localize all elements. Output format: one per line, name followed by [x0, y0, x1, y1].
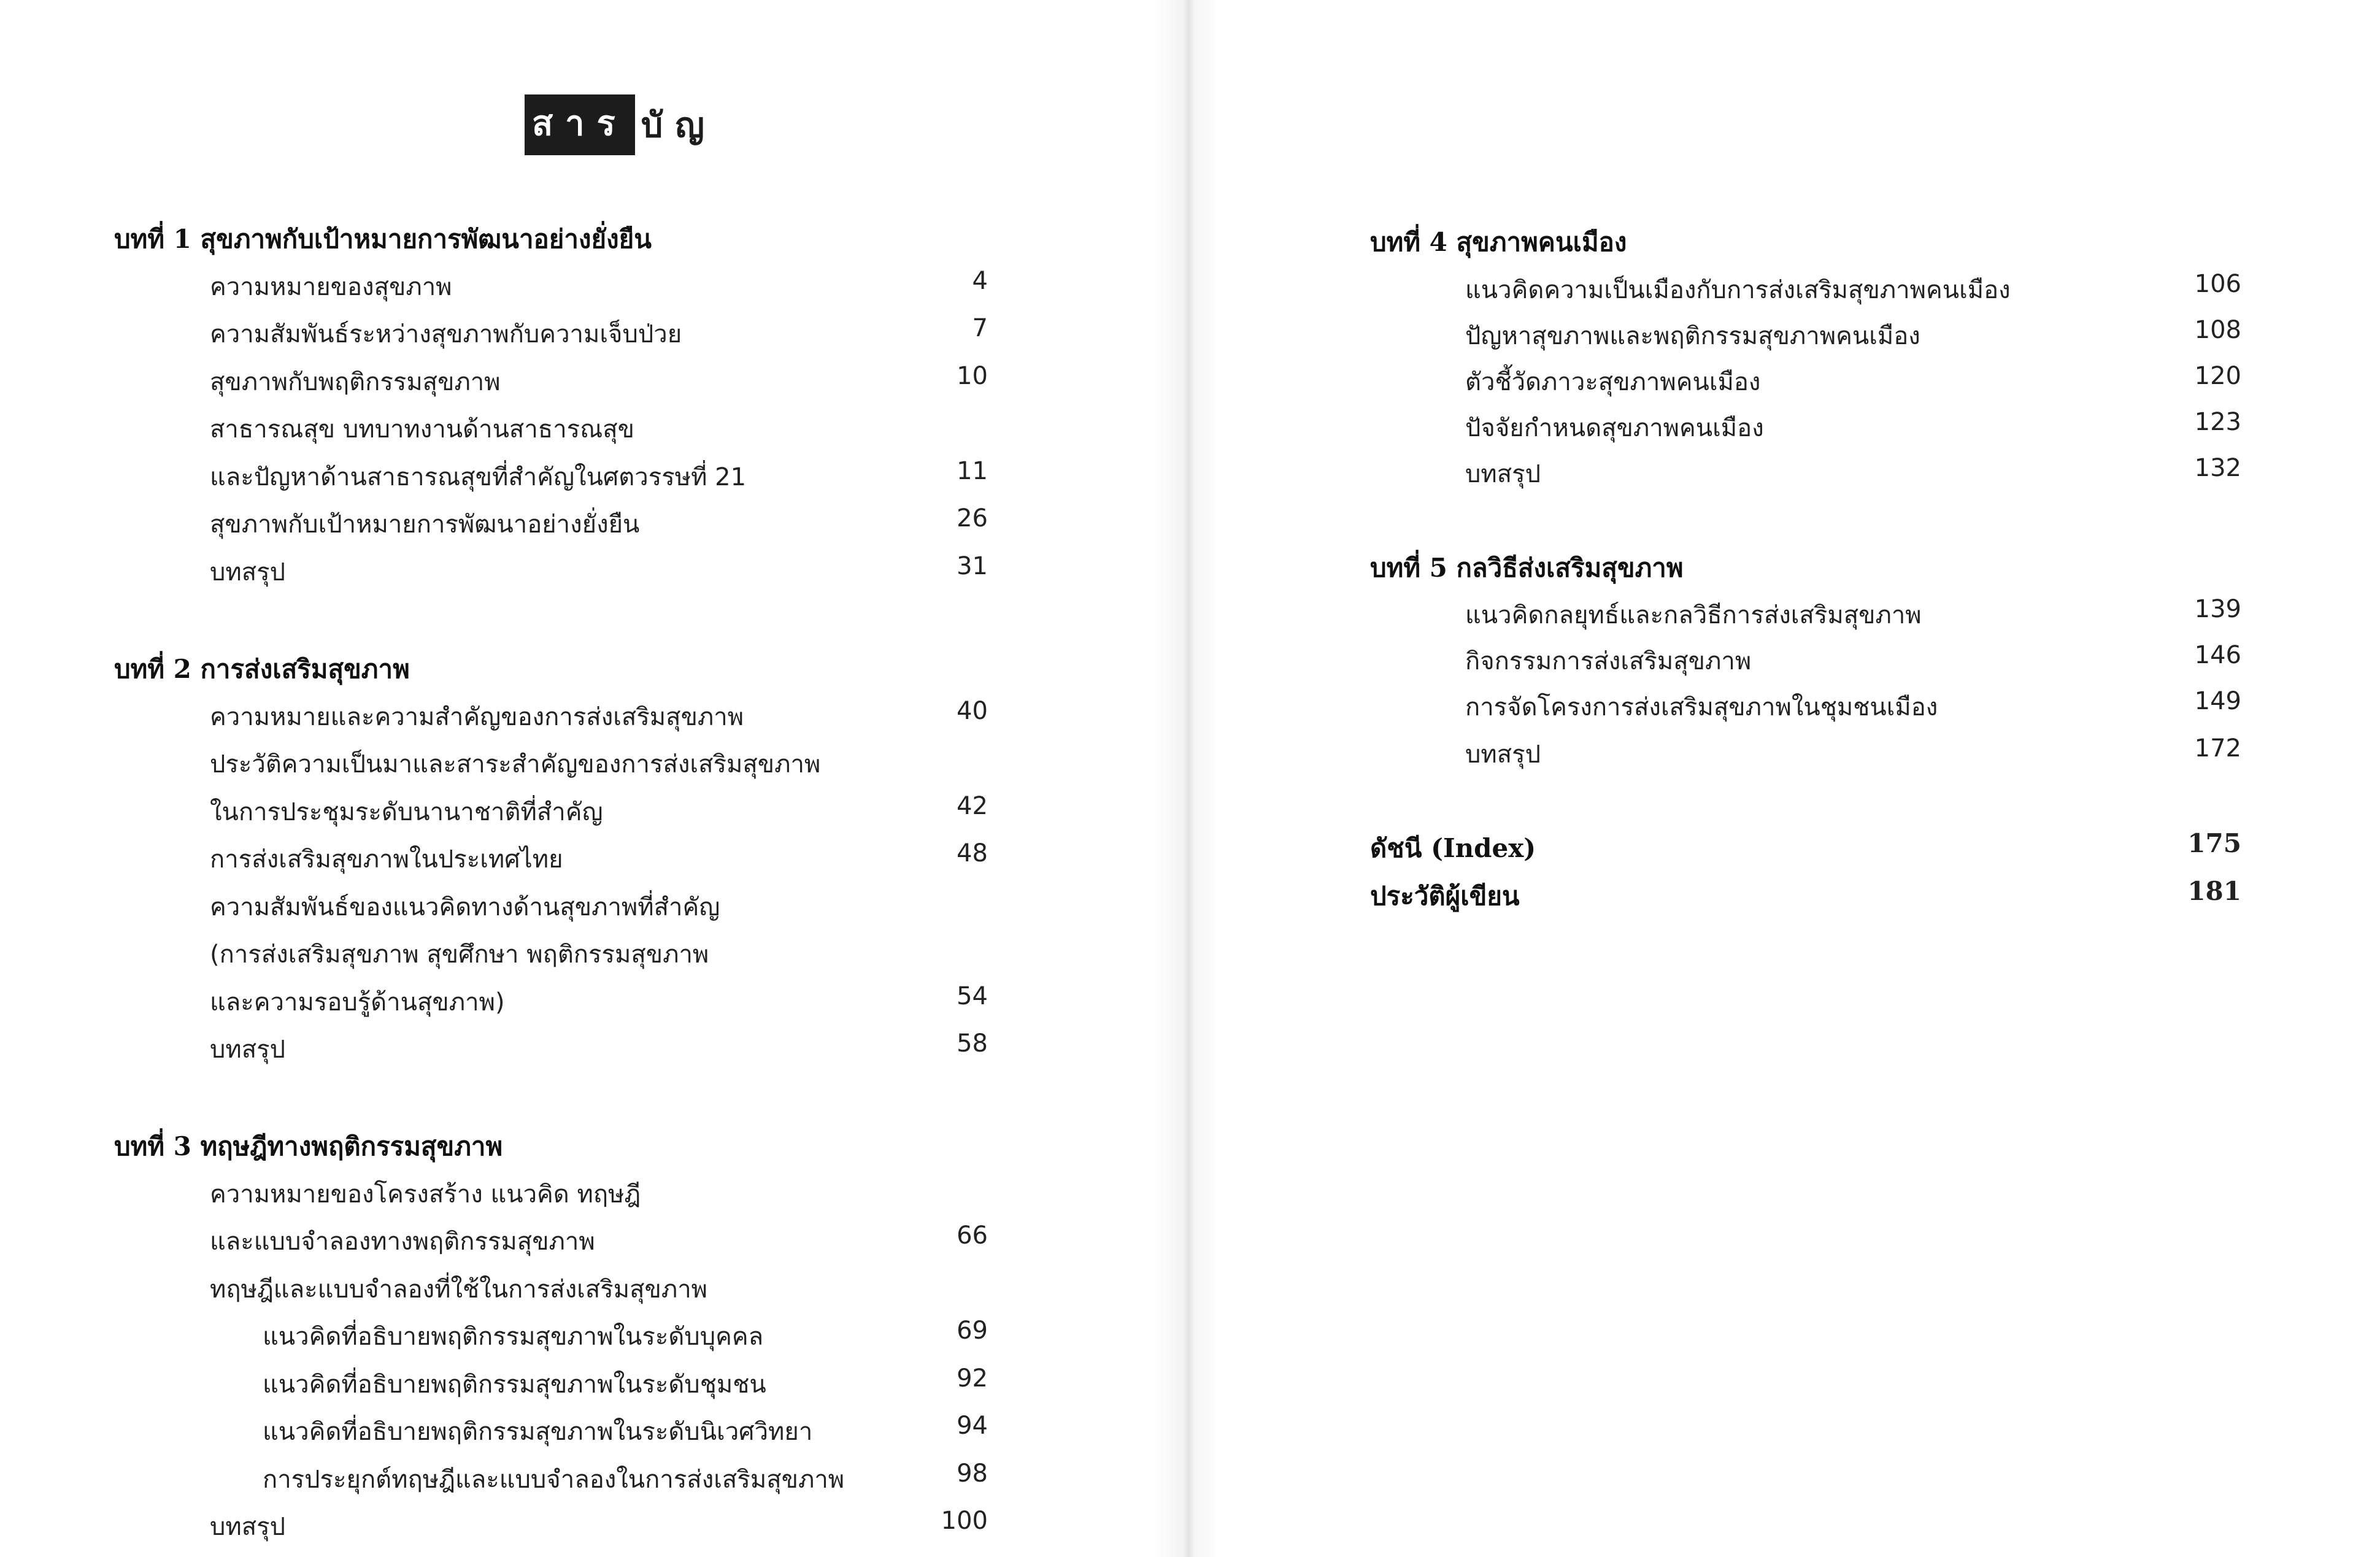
toc-entry-text: ความสัมพันธ์ของแนวคิดทางด้านสุขภาพที่สำคัญ — [210, 893, 720, 921]
toc-entry-text: บทสรุป — [1465, 460, 1541, 488]
toc-entry-text: ในการประชุมระดับนานาชาติที่สำคัญ — [210, 798, 603, 826]
toc-entry-text: บทสรุป — [210, 558, 286, 586]
title-highlighted-part: สาร — [525, 94, 635, 155]
toc-entry-text: สุขภาพกับพฤติกรรมสุขภาพ — [210, 368, 501, 396]
toc-page-number: 181 — [2187, 876, 2241, 906]
toc-chapter-heading: บทที่ 3 ทฤษฎีทางพฤติกรรมสุขภาพ — [114, 1131, 503, 1161]
toc-entry-text: กิจกรรมการส่งเสริมสุขภาพ — [1465, 647, 1752, 675]
toc-entry-text: ปัญหาสุขภาพและพฤติกรรมสุขภาพคนเมือง — [1465, 322, 1920, 350]
toc-page-number: 175 — [2187, 828, 2241, 858]
page-title — [525, 101, 717, 148]
toc-entry-text: แนวคิดที่อธิบายพฤติกรรมสุขภาพในระดับบุคคล — [263, 1323, 764, 1351]
toc-entry-text: (การส่งเสริมสุขภาพ สุขศึกษา พฤติกรรมสุขภาพ — [210, 940, 709, 969]
toc-page-number: 4 — [972, 267, 988, 295]
toc-entry-text: และแบบจำลองทางพฤติกรรมสุขภาพ — [210, 1228, 595, 1256]
toc-entry-text: ทฤษฎีและแบบจำลองที่ใช้ในการส่งเสริมสุขภาพ — [210, 1275, 708, 1304]
toc-page-number: 48 — [957, 839, 988, 867]
toc-entry-text: การประยุกต์ทฤษฎีและแบบจำลองในการส่งเสริมสุขภาพ — [263, 1466, 845, 1494]
toc-entry-text: บทสรุป — [210, 1036, 286, 1064]
toc-chapter-heading: บทที่ 2 การส่งเสริมสุขภาพ — [114, 654, 410, 684]
toc-entry-text: ปัจจัยกำหนดสุขภาพคนเมือง — [1465, 414, 1764, 442]
toc-page-number: 98 — [957, 1459, 988, 1488]
toc-page-number: 58 — [957, 1029, 988, 1058]
toc-page-number: 108 — [2194, 316, 2241, 344]
toc-page-number: 54 — [957, 982, 988, 1010]
toc-page-number: 40 — [957, 697, 988, 725]
toc-page-number: 146 — [2194, 641, 2241, 669]
toc-entry-text: ความหมายและความสำคัญของการส่งเสริมสุขภาพ — [210, 703, 744, 731]
toc-page-number: 92 — [957, 1364, 988, 1393]
toc-chapter-heading: ประวัติผู้เขียน — [1370, 881, 1520, 911]
title-plain-part: บัญ — [641, 105, 717, 145]
toc-chapter-heading: ดัชนี (Index) — [1370, 833, 1536, 863]
toc-chapter-heading: บทที่ 4 สุขภาพคนเมือง — [1370, 227, 1627, 257]
toc-entry-text: แนวคิดความเป็นเมืองกับการส่งเสริมสุขภาพคนเมือง — [1465, 276, 2011, 304]
toc-entry-text: ประวัติความเป็นมาและสาระสำคัญของการส่งเสริมสุขภาพ — [210, 750, 821, 779]
toc-page-number: 149 — [2194, 687, 2241, 715]
toc-entry-text: การจัดโครงการส่งเสริมสุขภาพในชุมชนเมือง — [1465, 693, 1938, 721]
toc-page-number: 11 — [957, 457, 988, 485]
toc-chapter-heading: บทที่ 1 สุขภาพกับเป้าหมายการพัฒนาอย่างยั่งยืน — [114, 224, 652, 254]
book-gutter — [1153, 0, 1221, 1557]
toc-entry-text: ตัวชี้วัดภาวะสุขภาพคนเมือง — [1465, 368, 1761, 396]
toc-page-number: 26 — [957, 504, 988, 532]
toc-entry-text: การส่งเสริมสุขภาพในประเทศไทย — [210, 845, 563, 874]
toc-page-number: 139 — [2194, 595, 2241, 623]
toc-page-number: 123 — [2194, 408, 2241, 436]
left-page — [0, 0, 1180, 1557]
toc-entry-text: และปัญหาด้านสาธารณสุขที่สำคัญในศตวรรษที่ 21 — [210, 463, 747, 491]
toc-page-number: 132 — [2194, 454, 2241, 482]
toc-entry-text: ความสัมพันธ์ระหว่างสุขภาพกับความเจ็บป่วย — [210, 320, 682, 348]
toc-page-number: 31 — [957, 552, 988, 580]
toc-page-number: 69 — [957, 1317, 988, 1345]
toc-page-number: 42 — [957, 792, 988, 820]
toc-entry-text: แนวคิดที่อธิบายพฤติกรรมสุขภาพในระดับชุมชน — [263, 1371, 766, 1399]
right-page — [1180, 0, 2380, 1557]
toc-page-number: 100 — [941, 1507, 988, 1535]
toc-page-number: 106 — [2194, 270, 2241, 298]
toc-page-number: 172 — [2194, 734, 2241, 763]
toc-page-number: 10 — [957, 362, 988, 390]
toc-entry-text: สุขภาพกับเป้าหมายการพัฒนาอย่างยั่งยืน — [210, 510, 640, 539]
toc-page-number: 94 — [957, 1412, 988, 1440]
toc-entry-text: บทสรุป — [210, 1513, 286, 1541]
toc-entry-text: สาธารณสุข บทบาทงานด้านสาธารณสุข — [210, 415, 635, 444]
toc-page-number: 7 — [972, 314, 988, 342]
toc-page-number: 120 — [2194, 362, 2241, 390]
toc-entry-text: ความหมายของโครงสร้าง แนวคิด ทฤษฎี — [210, 1180, 641, 1209]
toc-chapter-heading: บทที่ 5 กลวิธีส่งเสริมสุขภาพ — [1370, 553, 1684, 583]
toc-entry-text: บทสรุป — [1465, 740, 1541, 769]
toc-entry-text: ความหมายของสุขภาพ — [210, 273, 452, 301]
toc-page-number: 66 — [957, 1221, 988, 1250]
toc-entry-text: แนวคิดที่อธิบายพฤติกรรมสุขภาพในระดับนิเวศวิทยา — [263, 1418, 813, 1446]
toc-entry-text: แนวคิดกลยุทธ์และกลวิธีการส่งเสริมสุขภาพ — [1465, 601, 1922, 629]
toc-entry-text: และความรอบรู้ด้านสุขภาพ) — [210, 988, 505, 1017]
